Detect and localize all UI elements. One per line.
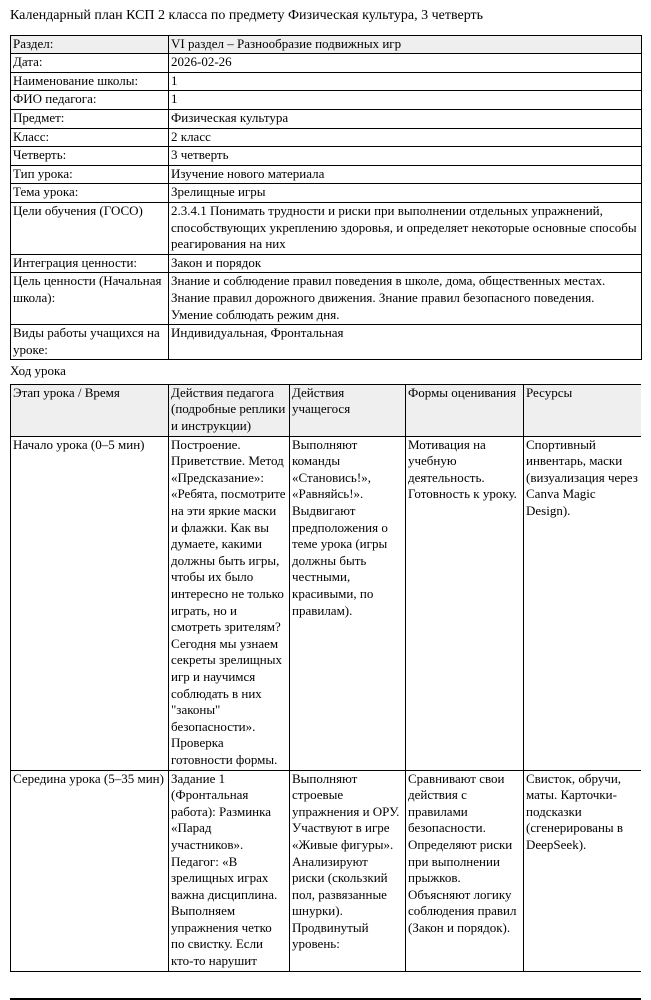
col-header-resources: Ресурсы [524, 384, 642, 436]
table-row [11, 165, 642, 184]
table-row [11, 273, 642, 325]
info-table [10, 35, 642, 361]
resources-cell: Свисток, обручи, маты. Карточки-подсказки (сгенерированы в DeepSeek). [524, 770, 642, 971]
table-row [11, 254, 642, 273]
info-value: Изучение нового материала [169, 165, 642, 184]
info-value: 1 [169, 72, 642, 91]
info-label: Цель ценности (Начальная школа): [11, 273, 169, 325]
table-header-row [11, 384, 642, 436]
info-label: Тип урока: [11, 165, 169, 184]
lesson-plan-table [10, 384, 641, 972]
info-label: Тема урока: [11, 184, 169, 203]
table-row [11, 35, 642, 54]
table-row [11, 436, 642, 770]
student-actions-cell: Выполняют команды «Становись!», «Равняйсь!». Выдвигают предположения о теме урока (игры должны быть честными, красивыми, по правилам). [290, 436, 406, 770]
col-header-assessment: Формы оценивания [406, 384, 524, 436]
col-header-stage: Этап урока / Время [11, 384, 169, 436]
page-title: Календарный план КСП 2 класса по предмету Физическая культура, 3 четверть [10, 8, 484, 23]
table-row [11, 184, 642, 203]
info-label: ФИО педагога: [11, 91, 169, 110]
table-row [11, 72, 642, 91]
info-label: Четверть: [11, 147, 169, 166]
info-value: 2026-02-26 [169, 54, 642, 73]
info-value: 3 четверть [169, 147, 642, 166]
student-actions-cell: Выполняют строевые упражнения и ОРУ. Участвуют в игре «Живые фигуры». Анализируют риски (скользкий пол, развязанные шнурки). Продвинутый уровень: [290, 770, 406, 971]
table-row [11, 54, 642, 73]
table-row [11, 128, 642, 147]
table-row [11, 325, 642, 360]
teacher-actions-cell: Задание 1 (Фронтальная работа): Разминка «Парад участников». Педагог: «В зрелищных играх важна дисциплина. Выполняем упражнения четко по свистку. Если кто-то нарушит [169, 770, 290, 971]
info-label: Раздел: [11, 35, 169, 54]
info-value: VI раздел – Разнообразие подвижных игр [169, 35, 642, 54]
info-value: 2.3.4.1 Понимать трудности и риски при выполнении отдельных упражнений, способствующих укреплению здоровья, и определяет некоторые основные способы реагирования на них [169, 202, 642, 254]
teacher-actions-cell: Построение. Приветствие. Метод «Предсказание»: «Ребята, посмотрите на эти яркие маски и флажки. Как вы думаете, какими должны быть игры, чтобы их было интересно не только играть, но и смотреть зрителям? Сегодня мы узнаем секреты зрелищных игр и научимся соблюдать в них "законы" безопасности». Проверка готовности формы. [169, 436, 290, 770]
info-label: Предмет: [11, 109, 169, 128]
info-value: 1 [169, 91, 642, 110]
stage-cell: Начало урока (0–5 мин) [11, 436, 169, 770]
table-row [11, 202, 642, 254]
info-label: Наименование школы: [11, 72, 169, 91]
info-value: Знание и соблюдение правил поведения в школе, дома, общественных местах. Знание правил дорожного движения. Знание правил безопасного поведения. Умение соблюдать режим дня. [169, 273, 642, 325]
table-row [11, 770, 642, 971]
info-label: Цели обучения (ГОСО) [11, 202, 169, 254]
assessment-cell: Сравнивают свои действия с правилами безопасности. Определяют риски при выполнении прыжков. Объясняют логику соблюдения правил (Закон и порядок). [406, 770, 524, 971]
info-label: Интеграция ценности: [11, 254, 169, 273]
info-label: Виды работы учащихся на уроке: [11, 325, 169, 360]
stage-cell: Середина урока (5–35 мин) [11, 770, 169, 971]
info-label: Дата: [11, 54, 169, 73]
info-value: Физическая культура [169, 109, 642, 128]
assessment-cell: Мотивация на учебную деятельность. Готовность к уроку. [406, 436, 524, 770]
col-header-student-actions: Действия учащегося [290, 384, 406, 436]
resources-cell: Спортивный инвентарь, маски (визуализация через Canva Magic Design). [524, 436, 642, 770]
info-value: 2 класс [169, 128, 642, 147]
table-row [11, 91, 642, 110]
section-heading: Ход урока [10, 363, 66, 379]
table-row [11, 147, 642, 166]
info-value: Зрелищные игры [169, 184, 642, 203]
col-header-teacher-actions: Действия педагога (подробные реплики и инструкции) [169, 384, 290, 436]
info-value: Индивидуальная, Фронтальная [169, 325, 642, 360]
info-label: Класс: [11, 128, 169, 147]
info-value: Закон и порядок [169, 254, 642, 273]
table-row [11, 109, 642, 128]
lesson-table-clip-region [10, 384, 641, 1000]
